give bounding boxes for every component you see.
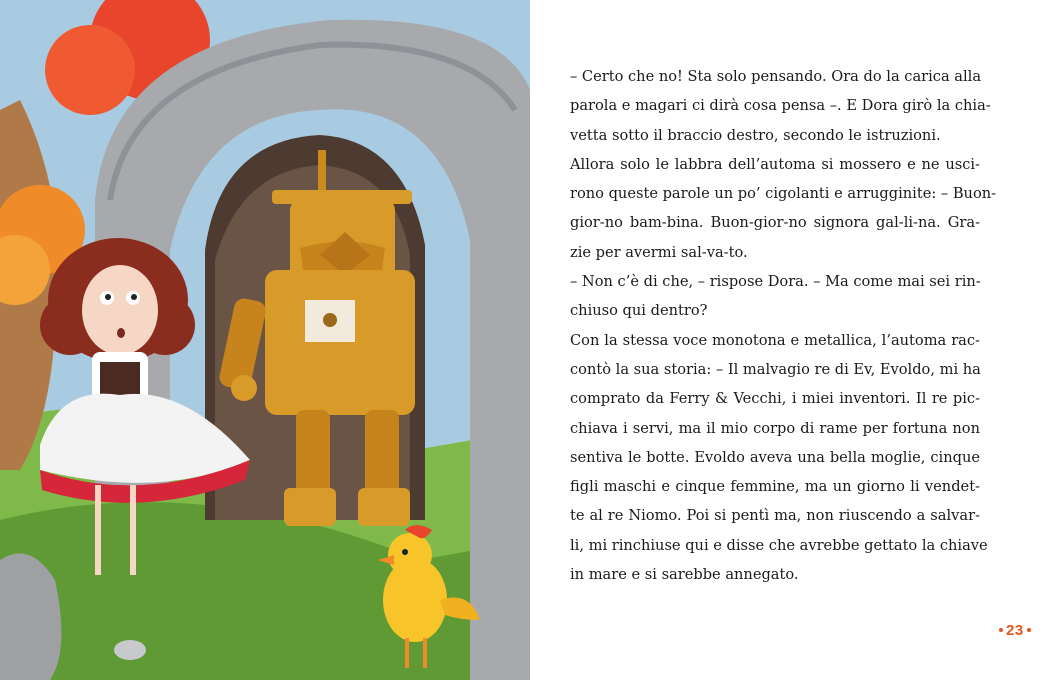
story-line: te al re Niomo. Poi si pentì ma, non riuscendo a salvar- xyxy=(570,507,980,525)
tree-foliage-red-2 xyxy=(45,25,135,115)
page-number-dot-right xyxy=(1027,628,1031,632)
story-line: figli maschi e cinque femmine, ma un giorno li vendet- xyxy=(570,478,980,496)
story-line: contò la sua storia: – Il malvagio re di Ev, Evoldo, mi ha xyxy=(570,360,981,378)
story-line: sentiva le botte. Evoldo aveva una bella moglie, cinque xyxy=(570,448,980,466)
story-line: gior-no bam-bina. Buon-gior-no signora gal-li-na. Gra- xyxy=(570,214,980,232)
story-line: rono queste parole un po’ cigolanti e arrugginite: – Buon- xyxy=(570,185,997,203)
story-line: comprato da Ferry & Vecchi, i miei inventori. Il re pic- xyxy=(570,390,980,408)
story-line: chiava i servi, ma il mio corpo di rame per fortuna non xyxy=(570,419,980,437)
story-line: Con la stessa voce monotona e metallica, l’automa rac- xyxy=(570,331,980,349)
story-line: – Certo che no! Sta solo pensando. Ora do la carica alla xyxy=(570,68,982,85)
story-line: chiuso qui dentro? xyxy=(570,302,708,320)
story-line: in mare e si sarebbe annegato. xyxy=(570,566,799,584)
page-number-dot-left xyxy=(999,628,1003,632)
story-line: parola e magari ci dirà cosa pensa –. E Dora girò la chia- xyxy=(570,97,991,115)
story-line: vetta sotto il braccio destro, secondo le istruzioni. xyxy=(570,126,941,144)
story-line: zie per avermi sal-va-to. xyxy=(570,243,748,261)
story-text xyxy=(570,62,997,589)
story-line: Allora solo le labbra dell’automa si mossero e ne usci- xyxy=(570,155,980,173)
text-page xyxy=(530,0,1058,680)
page-number-value: 23 xyxy=(1006,622,1024,639)
pebble xyxy=(114,640,146,660)
story-line: li, mi rinchiuse qui e disse che avrebbe gettato la chiave xyxy=(570,536,988,554)
page-number xyxy=(996,622,1034,639)
story-line: – Non c’è di che, – rispose Dora. – Ma come mai sei rin- xyxy=(570,273,981,291)
